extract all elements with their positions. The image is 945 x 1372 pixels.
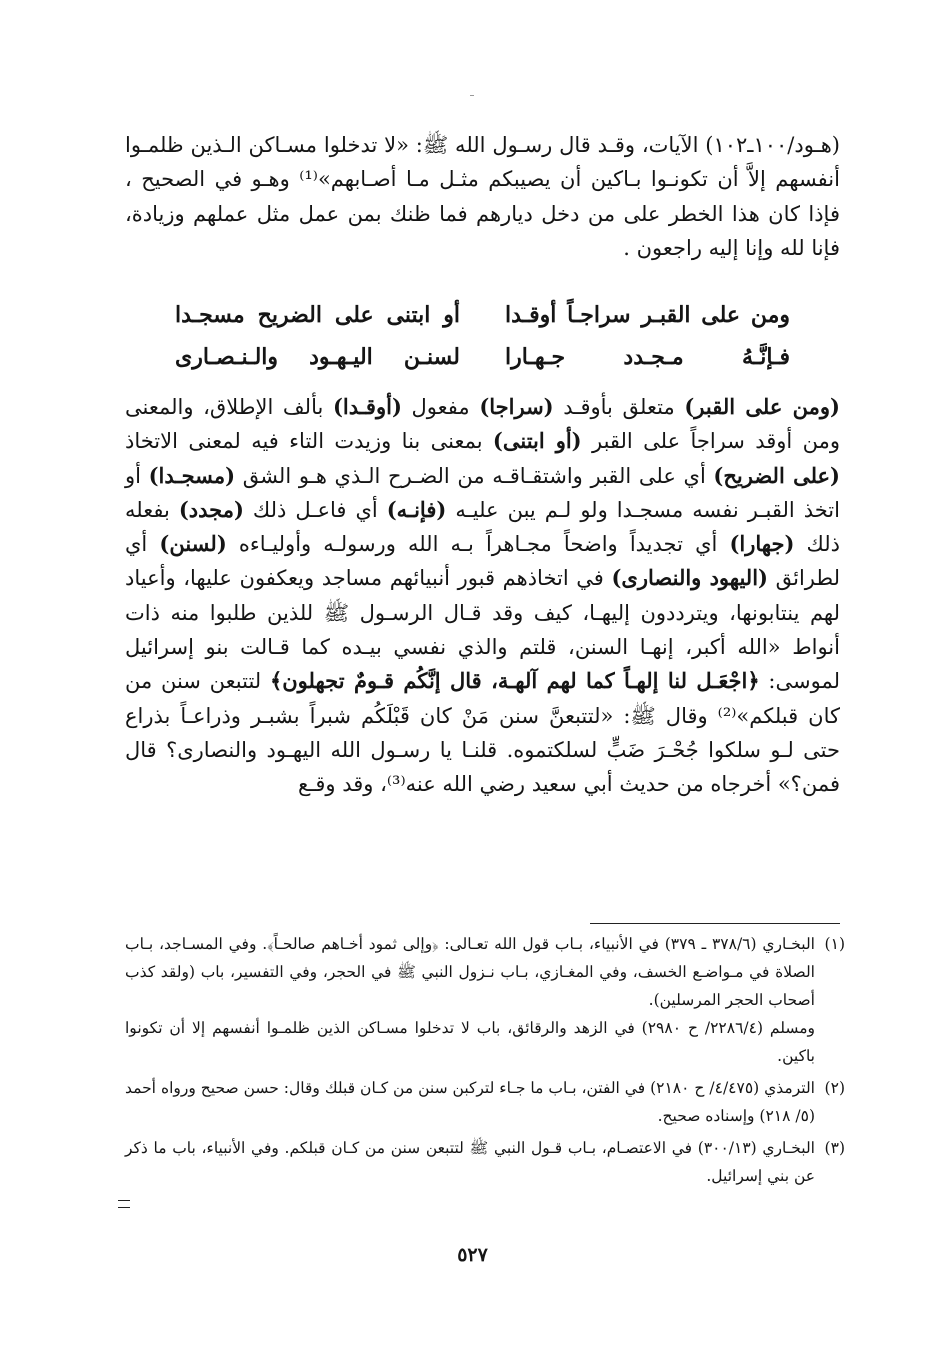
commentary-paragraph	[125, 390, 840, 802]
footnote-body	[125, 930, 815, 1070]
footnote-number: (٢)	[824, 1079, 845, 1097]
verse-2-first-half: فـإنَّـهُ مـجـدد جـهـارا	[505, 344, 790, 370]
footnote-2	[125, 1074, 845, 1130]
top-dot-mark	[470, 95, 474, 96]
footnote-line: ومسلم (٢٢٨٦/٤/ ح ٢٩٨٠) في الزهد والرقائق، باب لا تدخلوا مسـاكن الذين ظلمـوا أنفسهم إلا أن تكونوا باكين.	[125, 1019, 815, 1065]
opening-paragraph	[125, 128, 840, 265]
commentary-fragment: متعلق بأوقـد	[553, 395, 685, 419]
term-for-he: (فإنـه)	[386, 496, 447, 522]
commentary-fragment: لتتبعن سنن من كان قبلكم»⁽²⁾ وقال ﷺ: «لتتبعنَّ سنن مَنْ كان قَبْلَكُم شبراً بشبـر وذراعـاً بذراع حتى لـو سلكوا جُحْـرَ ضَبٍّ لسلكتموه. قلنـا يا رسـول الله اليهـود والنصارى؟ قال فمن؟» أخرجاه من حديث أبي سعيد رضي الله عنه⁽³⁾، وقد وقـع	[125, 669, 840, 797]
margin-equals-mark	[118, 1200, 130, 1208]
commentary-fragment: بألف الإطلاق، والمعنى ومن أوقد سراجاً على القبر	[125, 395, 840, 454]
footnote-body	[125, 1074, 815, 1130]
commentary-text	[125, 390, 840, 802]
footnote-number: (١)	[824, 935, 845, 953]
verse-1-second-half: أو ابتنى على الضريح مسجـدا	[175, 302, 460, 328]
commentary-fragment: أي على القبر واشتقـاقـه من الضـرح الـذي هـو الشق	[235, 463, 714, 488]
poem-verse-2	[175, 336, 790, 378]
footnote-number: (٣)	[824, 1139, 845, 1157]
term-renewer: (مجدد)	[178, 496, 244, 522]
commentary-fragment: بمعنى بنا وزيدت التاء فيه لمعنى الاتخاذ	[125, 429, 493, 454]
term-lamp: (سراجا)	[479, 394, 554, 419]
verse-1-first-half: ومن على القبـر سراجـاً أوقـدا	[505, 302, 790, 328]
page-number: ٥٢٧	[457, 1244, 488, 1266]
term-on-grave: (ومن على القبر)	[684, 394, 840, 419]
commentary-fragment: أي لطرائق	[125, 532, 841, 591]
footnotes	[125, 930, 845, 1194]
term-mosque: (مسجـدا)	[148, 462, 236, 488]
verse-2-second-half: لسنـن اليـهـود والـنـصـارى	[175, 344, 460, 370]
footnote-separator	[590, 923, 840, 924]
quran-quote: ﴿اجْعَـل لنا إلهـاً كما لهم آلهـة، قال إنَّكُم قـومٌ تجهلون﴾	[269, 668, 760, 694]
term-openly: (جهارا)	[729, 531, 795, 557]
footnote-3	[125, 1134, 845, 1190]
commentary-fragment: أي فاعـل ذلك	[243, 497, 387, 522]
paragraph-text: (هـود/١٠٠ـ١٠٢) الآيات، وقـد قال رسـول الله ﷺ: «لا تدخلوا مسـاكن الـذين ظلمـوا أنفسهم إلاَّ أن تكونـوا بـاكين أن يصيبكم مثـل مـا أصـابهم»⁽¹⁾ وهـو في الصحيح ، فإذا كان هذا الخطر على من دخل ديارهم فما ظنك بمن عمل مثل عملهم وزيادة، فإنا لله وإنا إليه راجعون .	[125, 133, 840, 260]
commentary-fragment: مفعول	[401, 395, 480, 419]
footnote-line: البخـاري (٣٠٠/١٣) في الاعتصـام، بـاب قـول النبي ﷺ لتتبعن سنن من كـان قبلكم. وفي الأنبياء، باب ما ذكر عن بني إسرائيل.	[125, 1139, 815, 1185]
poem-verse-1	[175, 294, 790, 336]
footnote-line: الترمذي (٤/٤٧٥/ ح ٢١٨٠) في الفتن، بـاب ما جـاء لتركبن سنن من كـان قبلك وقال: حسن صحيح ورواه أحمد (٥/ ٢١٨) وإسناده صحيح.	[125, 1079, 815, 1125]
commentary-fragment: أو اتخذ القبـر نفسه مسجـدا ولو لـم يبن عليـه	[125, 463, 840, 522]
term-or-built: (أو ابتنى)	[492, 428, 582, 454]
commentary-fragment: بفعله ذلك	[125, 497, 841, 557]
poem-block	[175, 294, 790, 378]
commentary-fragment: في اتخاذهم قبور أنبيائهم مساجد ويعكفون عليها، وأعياد لهم ينتابونها، ويترددون إليهـا، كيف وقد قـال الرسـول ﷺ للذين طلبوا منه ذات أنواط «الله أكبر، إنهـا السنن، قلتم والذي نفسي بيـده كما قـالت بنو إسرائيل لموسى:	[125, 566, 840, 694]
footnote-body	[125, 1134, 815, 1190]
term-lit: (أوقـدا)	[332, 394, 402, 419]
footnote-line: البخـاري (٣٧٨/٦ ـ ٣٧٩) في الأنبياء، بـاب قول الله تعـالى: ﴿وإلى ثمود أخـاهم صالحـاً﴾. وفي المسـاجد، بـاب الصلاة في مـواضـع الخسف، وفي المغـازي، بـاب نـزول النبي ﷺ في الحجر، وفي التفسير، باب (ولقد كذب أصحاب الحجر المرسلين).	[125, 935, 815, 1009]
footnote-1	[125, 930, 845, 1070]
commentary-fragment: أي تجديداً واضحاً مجـاهراً بـه الله ورسولـه وأوليـاءه	[226, 532, 730, 557]
term-ways: (لسنن)	[159, 531, 227, 557]
term-on-tomb: (على الضريح)	[713, 462, 840, 488]
term-jews-christians: (اليهود والنصارى)	[611, 565, 768, 591]
